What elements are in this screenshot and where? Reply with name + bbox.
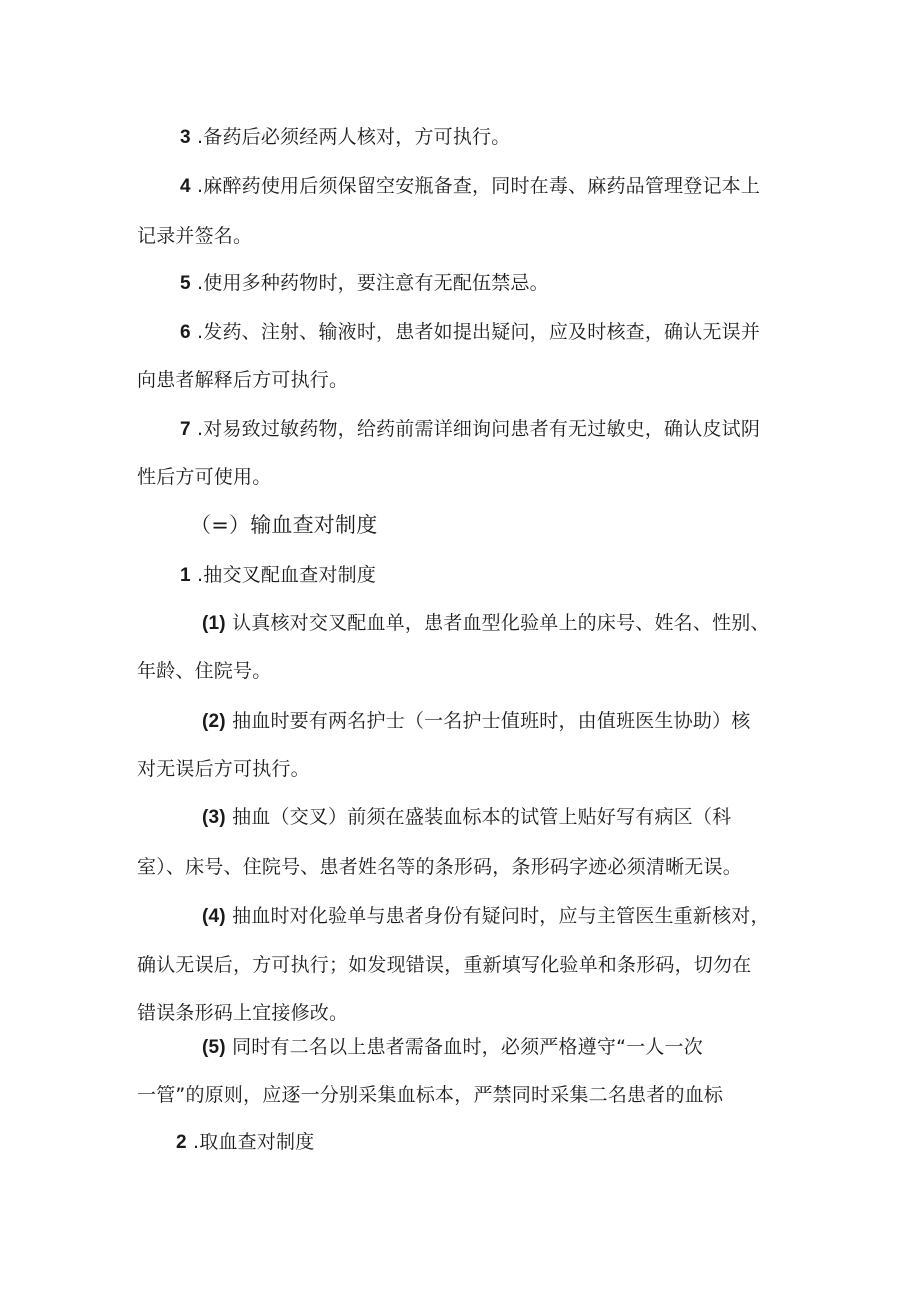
item-number: 6	[180, 322, 191, 343]
item-text-cont: 记录并签名。	[137, 225, 253, 247]
item-text: .对易致过敏药物，给药前需详细询问患者有无过敏史，确认皮试阴	[190, 418, 761, 440]
item-text: .发药、注射、输液时，患者如提出疑问，应及时核查，确认无误并	[190, 321, 761, 343]
item-text-cont: 向患者解释后方可执行。	[137, 369, 349, 391]
item-text-cont: 性后方可使用。	[137, 466, 272, 488]
sub-item-3	[202, 805, 731, 830]
item-text: .使用多种药物时，要注意有无配伍禁忌。	[190, 272, 549, 294]
sub-item-4-cont-2	[137, 1001, 348, 1025]
item-text: .备药后必须经两人核对，方可执行。	[190, 126, 511, 148]
sub-item-number: (5)	[202, 1037, 226, 1058]
sub-item-5-cont	[137, 1083, 723, 1107]
sub-item-3-cont	[137, 855, 742, 879]
sub-item-number: (2)	[202, 711, 226, 732]
item-5	[180, 271, 549, 296]
sub-item-text-cont: 室）、床号、住院号、患者姓名等的条形码，条形码字迹必须清晰无误。	[137, 856, 742, 878]
sub-item-4	[202, 904, 770, 929]
sub-item-number: (1)	[202, 613, 226, 634]
sub-item-text-cont: 确认无误后，方可执行；如发现错误，重新填写化验单和条形码，切勿在	[137, 954, 752, 976]
sub-item-text: 抽血（交叉）前须在盛装血标本的试管上贴好写有病区（科	[225, 806, 732, 828]
item-7-cont	[137, 465, 271, 489]
sub-item-text: 认真核对交叉配血单，患者血型化验单上的床号、姓名、性别、	[225, 612, 770, 634]
item-1	[180, 563, 376, 588]
sub-item-2	[202, 709, 750, 734]
item-text: .抽交叉配血查对制度	[190, 564, 377, 586]
sub-item-5	[202, 1035, 703, 1060]
item-number: 4	[180, 176, 191, 197]
sub-item-text-cont: 对无误后方可执行。	[137, 758, 310, 780]
sub-item-number: (3)	[202, 807, 226, 828]
item-number: 2	[176, 1132, 187, 1153]
sub-item-2-cont	[137, 757, 310, 781]
item-7	[180, 417, 760, 442]
item-2	[176, 1130, 314, 1155]
sub-item-text-cont: 年龄、住院号。	[137, 660, 272, 682]
item-6-cont	[137, 368, 348, 392]
sub-item-text: 抽血时对化验单与患者身份有疑问时，应与主管医生重新核对，	[225, 905, 770, 927]
sub-item-text-cont: 一管”的原则，应逐一分别采集血标本，严禁同时采集二名患者的血标	[137, 1084, 724, 1106]
item-text: .麻醉药使用后须保留空安瓶备查，同时在毒、麻药品管理登记本上	[190, 175, 761, 197]
section-heading: （=）输血查对制度	[190, 513, 378, 537]
item-3	[180, 125, 510, 150]
item-number: 3	[180, 127, 191, 148]
item-6	[180, 320, 760, 345]
sub-item-text: 抽血时要有两名护士（一名护士值班时，由值班医生协助）核	[225, 710, 751, 732]
item-4-cont	[137, 224, 252, 248]
sub-item-4-cont-1	[137, 953, 751, 977]
item-4	[180, 174, 760, 199]
sub-item-1	[202, 611, 770, 636]
item-number: 7	[180, 419, 191, 440]
item-text: .取血查对制度	[186, 1131, 315, 1153]
sub-item-1-cont	[137, 659, 271, 683]
item-number: 1	[180, 565, 191, 586]
sub-item-text-cont: 错误条形码上宜接修改。	[137, 1002, 349, 1024]
sub-item-text: 同时有二名以上患者需备血时，必须严格遵守“一人一次	[225, 1036, 703, 1058]
sub-item-number: (4)	[202, 906, 226, 927]
item-number: 5	[180, 273, 191, 294]
